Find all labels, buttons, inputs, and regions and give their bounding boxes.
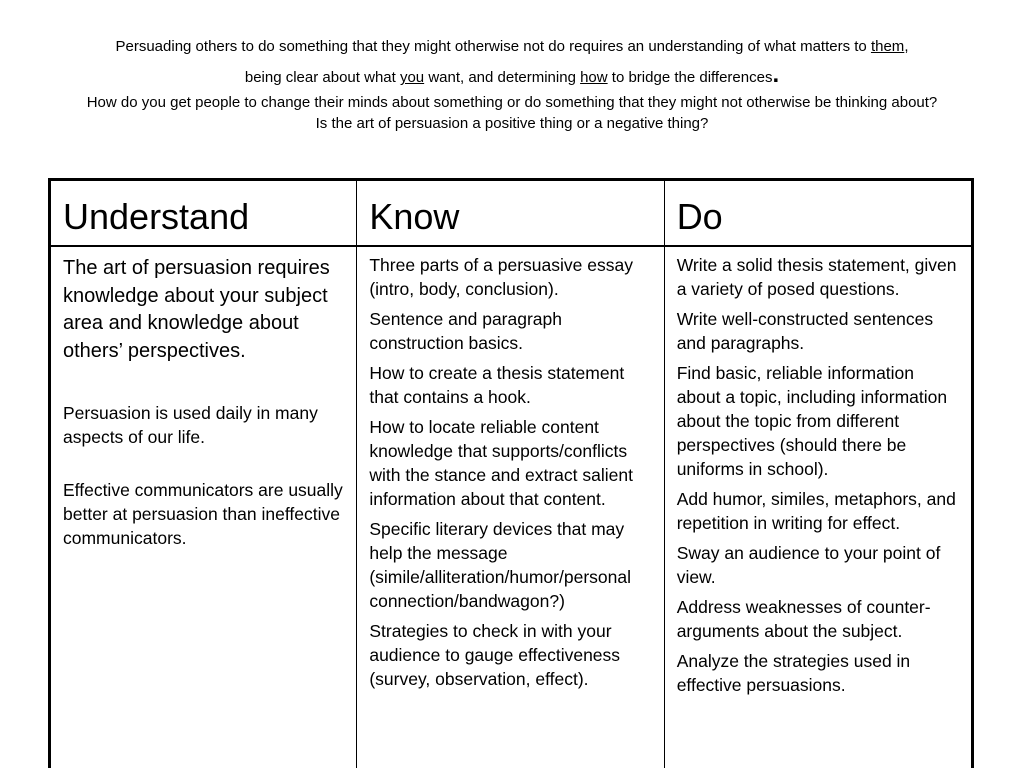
do-cell [664,246,972,768]
table-header-row [50,180,973,247]
column-header-do: Do [664,180,972,247]
emphasis-how: how [580,69,608,86]
emphasis-you: you [399,69,425,86]
header-question-2: Is the art of persuasion a positive thing or a negative thing? [315,115,709,132]
header-line-2-end: to bridge the differences [607,69,773,86]
understand-lead: The art of persuasion requires knowledge about your subject area and knowledge about others’ perspectives. [63,257,330,362]
do-item: Write well-constructed sentences and paragraphs. [676,309,934,353]
header-question-1: How do you get people to change their minds about something or do something that they might not otherwise be thinking about? [86,94,938,111]
understand-item: Effective communicators are usually better at persuasion than ineffective communicators. [63,480,343,548]
header-line-2-mid: want, and determining [424,69,581,86]
header-line-1-text: Persuading others to do something that they might otherwise not do requires an understanding of what matters to [115,38,871,55]
header-line-2-text: being clear about what [244,69,400,86]
do-item: Analyze the strategies used in effective persuasions. [676,651,911,695]
know-item: How to locate reliable content knowledge that supports/conflicts with the stance and extract salient information about that content. [369,417,633,509]
understand-item: Persuasion is used daily in many aspects of our life. [63,403,318,447]
header-line-2 [30,61,994,88]
header-text [30,36,994,134]
emphasis-them: them [870,38,905,55]
do-item: Add humor, similes, metaphors, and repetition in writing for effect. [676,489,956,533]
header-period: . [772,61,780,88]
do-item: Find basic, reliable information about a topic, including information about the topic from different perspectives (should there be uniforms in school). [676,363,948,479]
know-item: Specific literary devices that may help the message (simile/alliteration/humor/personal connection/bandwagon?) [369,519,631,611]
ukd-table [48,178,974,768]
do-item: Write a solid thesis statement, given a variety of posed questions. [676,255,957,299]
know-item: How to create a thesis statement that contains a hook. [369,363,625,407]
do-item: Sway an audience to your point of view. [676,543,941,587]
understand-cell [50,246,357,768]
know-item: Three parts of a persuasive essay (intro, body, conclusion). [369,255,633,299]
header-line-1-end: , [904,38,909,55]
know-item: Strategies to check in with your audience to gauge effectiveness (survey, observation, effect). [369,621,621,689]
know-cell [357,246,664,768]
column-header-understand: Understand [50,180,357,247]
column-header-know: Know [357,180,664,247]
table-body-row [50,246,973,768]
know-item: Sentence and paragraph construction basics. [369,309,562,353]
do-item: Address weaknesses of counter-arguments about the subject. [676,597,931,641]
header-line-1 [30,36,994,57]
